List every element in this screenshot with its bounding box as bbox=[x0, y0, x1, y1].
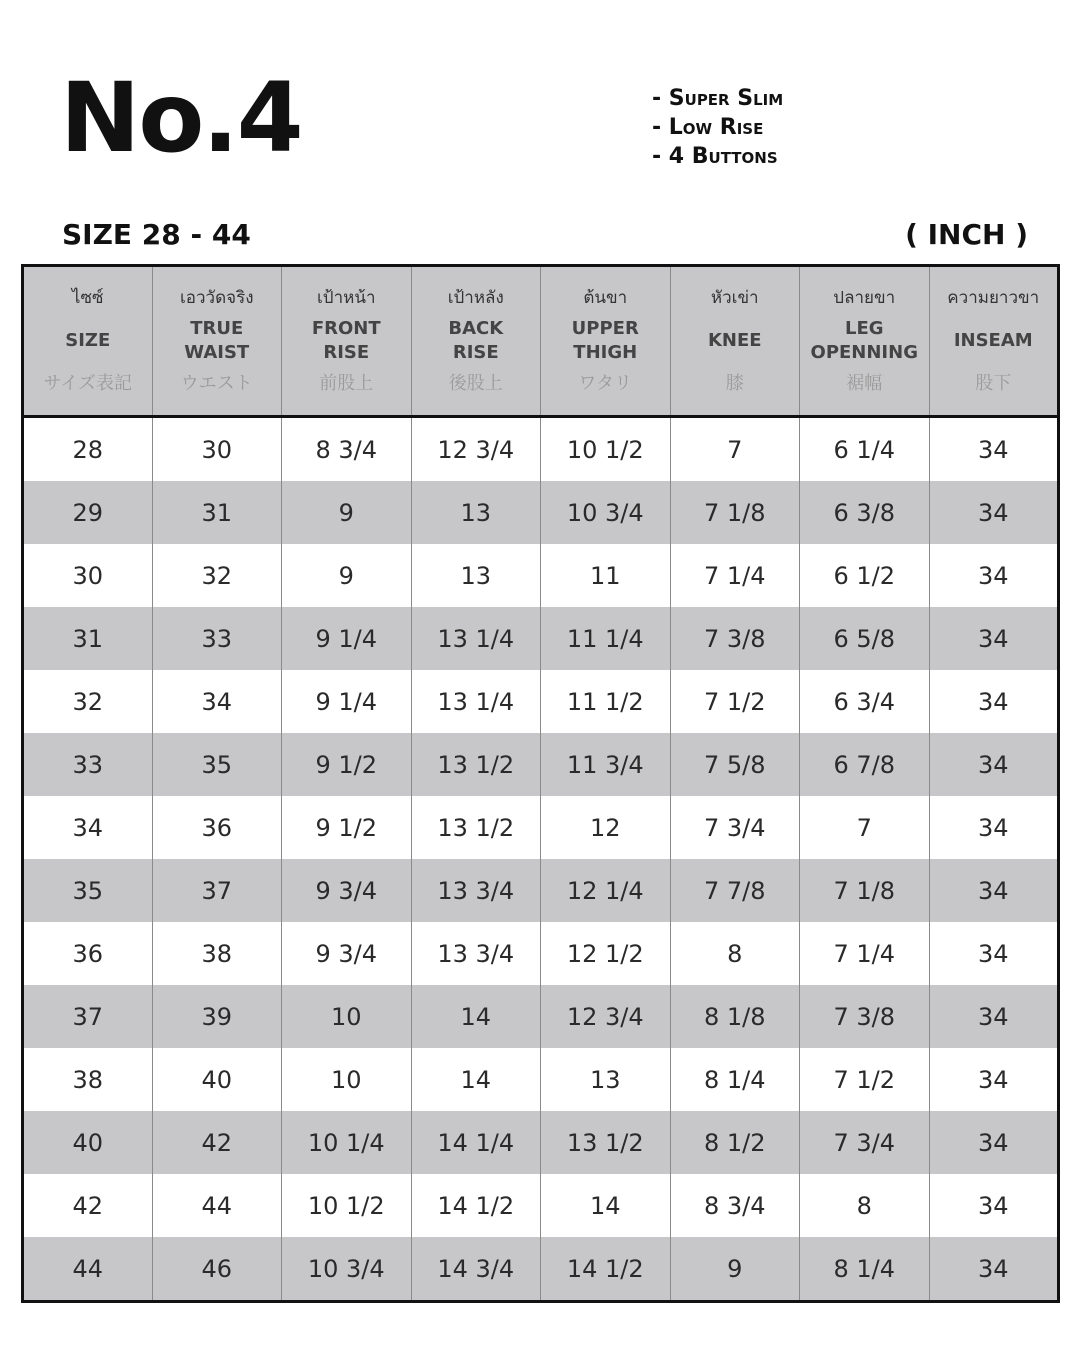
table-cell: 35 bbox=[23, 859, 153, 922]
table-cell: 34 bbox=[152, 670, 282, 733]
table-cell: 10 1/4 bbox=[282, 1111, 412, 1174]
table-cell: 28 bbox=[23, 417, 153, 482]
table-row bbox=[23, 1048, 1059, 1111]
table-cell: 6 3/8 bbox=[800, 481, 930, 544]
column-header bbox=[411, 266, 541, 417]
table-cell: 13 1/4 bbox=[411, 670, 541, 733]
table-row bbox=[23, 922, 1059, 985]
column-header bbox=[800, 266, 930, 417]
table-cell: 31 bbox=[152, 481, 282, 544]
column-header-english: SIZE bbox=[65, 330, 111, 351]
table-cell: 34 bbox=[929, 922, 1059, 985]
column-header-japanese: 膝 bbox=[725, 373, 744, 394]
table-cell: 11 1/2 bbox=[541, 670, 671, 733]
table-cell: 12 3/4 bbox=[541, 985, 671, 1048]
table-cell: 9 bbox=[282, 544, 412, 607]
table-row bbox=[23, 607, 1059, 670]
table-cell: 33 bbox=[152, 607, 282, 670]
table-cell: 33 bbox=[23, 733, 153, 796]
table-row bbox=[23, 1174, 1059, 1237]
table-cell: 10 bbox=[282, 1048, 412, 1111]
table-cell: 34 bbox=[929, 733, 1059, 796]
table-cell: 6 7/8 bbox=[800, 733, 930, 796]
table-cell: 44 bbox=[152, 1174, 282, 1237]
table-cell: 34 bbox=[929, 859, 1059, 922]
table-cell: 30 bbox=[23, 544, 153, 607]
table-cell: 10 1/2 bbox=[282, 1174, 412, 1237]
column-header-english: FRONT RISE bbox=[311, 318, 381, 363]
table-row bbox=[23, 1237, 1059, 1302]
table-cell: 10 1/2 bbox=[541, 417, 671, 482]
table-cell: 13 bbox=[411, 544, 541, 607]
table-row bbox=[23, 859, 1059, 922]
table-cell: 9 1/2 bbox=[282, 733, 412, 796]
table-cell: 34 bbox=[929, 1048, 1059, 1111]
table-cell: 7 3/4 bbox=[800, 1111, 930, 1174]
header-row bbox=[23, 266, 1059, 417]
column-header bbox=[929, 266, 1059, 417]
column-header-thai: เป้าหลัง bbox=[447, 288, 504, 308]
column-header-english: INSEAM bbox=[953, 330, 1033, 351]
table-cell: 34 bbox=[929, 985, 1059, 1048]
column-header-thai: ความยาวขา bbox=[947, 288, 1040, 308]
table-cell: 7 3/8 bbox=[800, 985, 930, 1048]
column-header-thai: ต้นขา bbox=[583, 288, 628, 308]
table-cell: 8 1/4 bbox=[670, 1048, 800, 1111]
table-cell: 9 bbox=[670, 1237, 800, 1302]
table-cell: 13 1/2 bbox=[411, 796, 541, 859]
table-cell: 34 bbox=[929, 1174, 1059, 1237]
column-header-thai: ปลายขา bbox=[833, 288, 896, 308]
column-header-english: TRUE WAIST bbox=[184, 318, 250, 363]
table-cell: 7 bbox=[800, 796, 930, 859]
table-cell: 9 bbox=[282, 481, 412, 544]
table-cell: 14 1/2 bbox=[411, 1174, 541, 1237]
table-cell: 7 3/4 bbox=[670, 796, 800, 859]
table-cell: 7 1/2 bbox=[670, 670, 800, 733]
column-header-english: UPPER THIGH bbox=[571, 318, 639, 363]
table-cell: 42 bbox=[152, 1111, 282, 1174]
table-cell: 7 1/4 bbox=[670, 544, 800, 607]
table-cell: 10 3/4 bbox=[541, 481, 671, 544]
column-header-thai: หัวเข่า bbox=[710, 288, 759, 308]
table-cell: 35 bbox=[152, 733, 282, 796]
column-header-japanese: ウエスト bbox=[180, 373, 253, 394]
column-header bbox=[670, 266, 800, 417]
column-header-thai: เอววัดจริง bbox=[179, 288, 254, 308]
table-cell: 29 bbox=[23, 481, 153, 544]
table-cell: 8 3/4 bbox=[282, 417, 412, 482]
feature-item: - Super Slim bbox=[652, 86, 784, 111]
table-cell: 34 bbox=[929, 1111, 1059, 1174]
table-cell: 7 1/8 bbox=[670, 481, 800, 544]
feature-item: - 4 Buttons bbox=[652, 144, 778, 169]
feature-list bbox=[652, 84, 783, 171]
table-cell: 12 1/2 bbox=[541, 922, 671, 985]
column-header-japanese: 前股上 bbox=[319, 373, 374, 394]
table-cell: 7 7/8 bbox=[670, 859, 800, 922]
table-cell: 37 bbox=[23, 985, 153, 1048]
table-cell: 34 bbox=[929, 670, 1059, 733]
table-cell: 6 3/4 bbox=[800, 670, 930, 733]
table-cell: 40 bbox=[23, 1111, 153, 1174]
table-cell: 42 bbox=[23, 1174, 153, 1237]
column-header-japanese: 股下 bbox=[975, 373, 1012, 394]
table-cell: 34 bbox=[929, 481, 1059, 544]
table-cell: 7 1/8 bbox=[800, 859, 930, 922]
table-cell: 31 bbox=[23, 607, 153, 670]
column-header bbox=[541, 266, 671, 417]
table-cell: 14 bbox=[541, 1174, 671, 1237]
column-header-thai: เป้าหน้า bbox=[316, 288, 376, 308]
table-cell: 13 3/4 bbox=[411, 859, 541, 922]
table-cell: 30 bbox=[152, 417, 282, 482]
column-header-english: LEG OPENNING bbox=[810, 318, 918, 363]
table-cell: 13 bbox=[541, 1048, 671, 1111]
table-cell: 32 bbox=[23, 670, 153, 733]
model-title: No.4 bbox=[60, 62, 302, 174]
table-cell: 7 3/8 bbox=[670, 607, 800, 670]
table-cell: 36 bbox=[152, 796, 282, 859]
table-cell: 36 bbox=[23, 922, 153, 985]
table-cell: 11 3/4 bbox=[541, 733, 671, 796]
table-cell: 14 bbox=[411, 985, 541, 1048]
table-cell: 38 bbox=[152, 922, 282, 985]
table-cell: 10 bbox=[282, 985, 412, 1048]
table-cell: 12 3/4 bbox=[411, 417, 541, 482]
table-cell: 8 1/4 bbox=[800, 1237, 930, 1302]
table-cell: 11 bbox=[541, 544, 671, 607]
table-cell: 40 bbox=[152, 1048, 282, 1111]
table-cell: 13 bbox=[411, 481, 541, 544]
table-cell: 34 bbox=[929, 544, 1059, 607]
table-cell: 14 1/2 bbox=[541, 1237, 671, 1302]
column-header-thai: ไซซ์ bbox=[71, 288, 104, 308]
table-cell: 34 bbox=[929, 1237, 1059, 1302]
table-cell: 34 bbox=[23, 796, 153, 859]
table-cell: 13 1/4 bbox=[411, 607, 541, 670]
column-header bbox=[282, 266, 412, 417]
size-chart-table bbox=[21, 264, 1060, 1303]
column-header-japanese: 後股上 bbox=[448, 373, 503, 394]
table-cell: 14 bbox=[411, 1048, 541, 1111]
table-cell: 7 bbox=[670, 417, 800, 482]
table-cell: 9 1/2 bbox=[282, 796, 412, 859]
table-cell: 6 5/8 bbox=[800, 607, 930, 670]
table-cell: 12 bbox=[541, 796, 671, 859]
table-cell: 13 3/4 bbox=[411, 922, 541, 985]
table-cell: 14 3/4 bbox=[411, 1237, 541, 1302]
table-cell: 13 1/2 bbox=[411, 733, 541, 796]
table-row bbox=[23, 1111, 1059, 1174]
table-cell: 34 bbox=[929, 607, 1059, 670]
table-cell: 7 5/8 bbox=[670, 733, 800, 796]
table-cell: 8 bbox=[800, 1174, 930, 1237]
table-row bbox=[23, 481, 1059, 544]
table-row bbox=[23, 796, 1059, 859]
table-cell: 6 1/2 bbox=[800, 544, 930, 607]
table-cell: 9 3/4 bbox=[282, 859, 412, 922]
table-cell: 46 bbox=[152, 1237, 282, 1302]
size-chart-body bbox=[23, 417, 1059, 1302]
table-cell: 9 1/4 bbox=[282, 607, 412, 670]
column-header-english: KNEE bbox=[707, 330, 762, 351]
table-cell: 8 1/8 bbox=[670, 985, 800, 1048]
table-cell: 13 1/2 bbox=[541, 1111, 671, 1174]
table-cell: 34 bbox=[929, 796, 1059, 859]
table-cell: 6 1/4 bbox=[800, 417, 930, 482]
column-header-english: BACK RISE bbox=[448, 318, 504, 363]
table-row bbox=[23, 670, 1059, 733]
table-cell: 8 bbox=[670, 922, 800, 985]
table-cell: 34 bbox=[929, 417, 1059, 482]
table-cell: 39 bbox=[152, 985, 282, 1048]
column-header bbox=[152, 266, 282, 417]
table-cell: 11 1/4 bbox=[541, 607, 671, 670]
feature-item: - Low Rise bbox=[652, 115, 764, 140]
table-cell: 12 1/4 bbox=[541, 859, 671, 922]
table-row bbox=[23, 544, 1059, 607]
column-header-japanese: ワタリ bbox=[578, 373, 633, 394]
column-header-japanese: サイズ表記 bbox=[43, 373, 133, 394]
size-range-label: SIZE 28 - 44 bbox=[62, 218, 251, 251]
table-cell: 38 bbox=[23, 1048, 153, 1111]
table-cell: 44 bbox=[23, 1237, 153, 1302]
table-cell: 7 1/2 bbox=[800, 1048, 930, 1111]
column-header bbox=[23, 266, 153, 417]
table-cell: 10 3/4 bbox=[282, 1237, 412, 1302]
table-cell: 37 bbox=[152, 859, 282, 922]
table-cell: 7 1/4 bbox=[800, 922, 930, 985]
unit-label: ( INCH ) bbox=[905, 218, 1028, 251]
column-header-japanese: 裾幅 bbox=[846, 373, 883, 394]
table-cell: 8 1/2 bbox=[670, 1111, 800, 1174]
table-cell: 32 bbox=[152, 544, 282, 607]
table-cell: 9 3/4 bbox=[282, 922, 412, 985]
table-row bbox=[23, 985, 1059, 1048]
table-cell: 9 1/4 bbox=[282, 670, 412, 733]
table-row bbox=[23, 417, 1059, 482]
table-row bbox=[23, 733, 1059, 796]
table-cell: 8 3/4 bbox=[670, 1174, 800, 1237]
table-cell: 14 1/4 bbox=[411, 1111, 541, 1174]
